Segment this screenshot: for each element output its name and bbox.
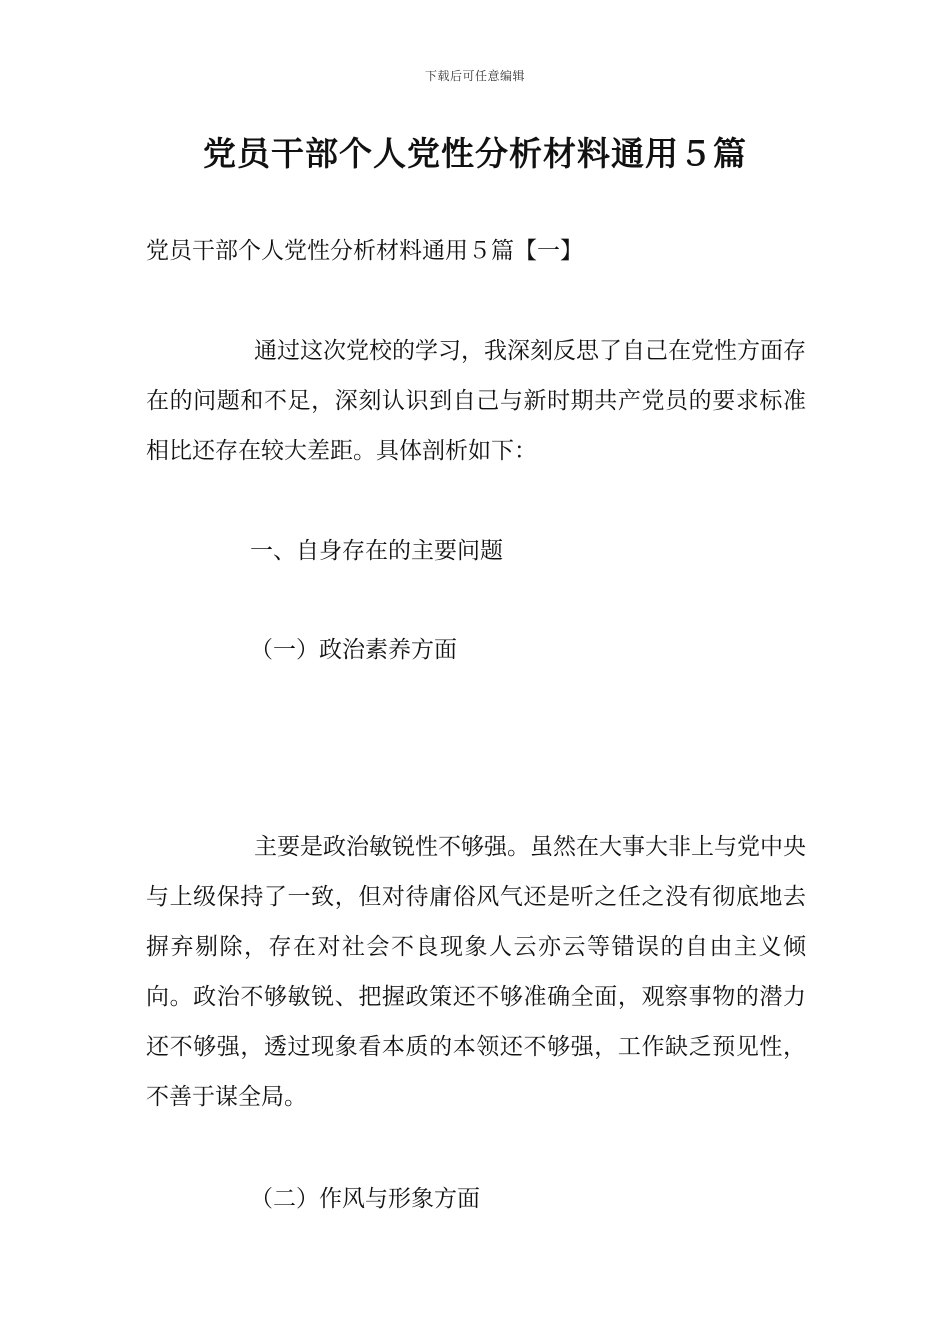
document-subtitle: 党员干部个人党性分析材料通用５篇【一】: [146, 238, 583, 264]
document-title: 党员干部个人党性分析材料通用５篇: [203, 134, 747, 173]
header-watermark: 下载后可任意编辑: [424, 69, 525, 83]
subsection-heading-1: （一）政治素养方面: [250, 637, 457, 663]
body-paragraph-political: 主要是政治敏锐性不够强。虽然在大事大非上与党中央与上级保持了一致，但对待庸俗风气还是听之任之没有彻底地去摒弃剔除，存在对社会不良现象人云亦云等错误的自由主义倾向。政治不够敏锐、把握政策还不够准确全面，观察事物的潜力还不够强，透过现象看本质的本领还不够强，工作缺乏预见性，不善于谋全局。: [146, 834, 806, 1110]
subsection-heading-2: （二）作风与形象方面: [250, 1186, 480, 1212]
section-heading-1: 一、自身存在的主要问题: [250, 538, 503, 564]
intro-paragraph: 通过这次党校的学习，我深刻反思了自己在党性方面存在的问题和不足，深刻认识到自己与新时期共产党员的要求标准相比还存在较大差距。具体剖析如下：: [146, 338, 806, 464]
